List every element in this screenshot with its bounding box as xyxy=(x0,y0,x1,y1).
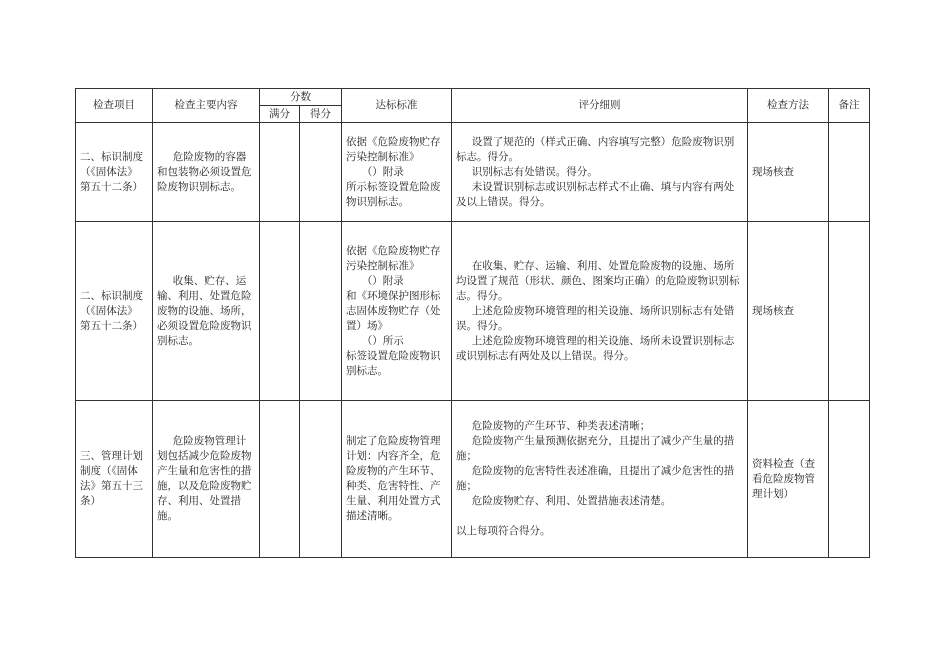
row-get-score xyxy=(300,401,342,558)
row-content: 危险废物的容器和包装物必须设置危险废物识别标志。 xyxy=(153,123,260,222)
standard-line: （）附录 xyxy=(361,165,404,178)
row-content: 收集、贮存、运输、利用、处置危险废物的设施、场所，必须设置危险废物识别标志。 xyxy=(153,222,260,401)
row-full-score xyxy=(260,401,300,558)
detail-line: 危险废物的危害特性表述准确，且提出了减少危害性的措施； xyxy=(456,465,735,492)
standard-line: （）附录 xyxy=(361,274,404,287)
row-standard xyxy=(342,401,452,558)
standard-line: 标签设置危险废物识别标志。 xyxy=(346,349,441,377)
standard-line: （）所示 xyxy=(361,334,404,347)
header-remark: 备注 xyxy=(829,89,870,123)
row-item: 二、标识制度（《固体法》第五十二条） xyxy=(76,123,153,222)
detail-line: 上述危险废物环境管理的相关设施、场所识别标志有处错误。得分。 xyxy=(456,304,735,332)
row-remark xyxy=(829,401,870,558)
detail-line: 未设置识别标志或识别标志样式不止确、填与内容有两处及以上错误。得分。 xyxy=(456,180,735,208)
standard-line: 制定了危险废物管理计划：内容齐全，危险废物的产生环节、种类、危害特性、产生量、利用处置方式描述清晰。 xyxy=(346,435,441,522)
detail-line: 在收集、贮存、运输、利用、处置危险废物的设施、场所均设置了规范（形状、颜色、图案均正确）的危险废物识别标志。得分。 xyxy=(456,259,740,302)
table-row xyxy=(76,123,870,222)
detail-spacer xyxy=(456,509,743,524)
row-get-score xyxy=(300,123,342,222)
row-standard xyxy=(342,123,452,222)
row-item: 三、管理计划制度（《固体法》第五十三条） xyxy=(76,401,153,558)
standard-line: 所示标签设置危险废物识别标志。 xyxy=(346,180,441,208)
row-standard xyxy=(342,222,452,401)
inspection-table xyxy=(75,88,870,558)
header-content: 检查主要内容 xyxy=(153,89,260,123)
row-full-score xyxy=(260,123,300,222)
header-detail: 评分细则 xyxy=(452,89,748,123)
row-remark xyxy=(829,222,870,401)
header-full-score: 满分 xyxy=(260,106,300,123)
detail-line: 识别标志有处错误。得分。 xyxy=(471,165,598,178)
row-method: 现场核查 xyxy=(748,123,829,222)
row-get-score xyxy=(300,222,342,401)
standard-line: 依据《危险废物贮存污染控制标准》 xyxy=(346,244,441,272)
detail-line: 危险废物贮存、利用、处置措施表述清楚。 xyxy=(471,495,672,507)
detail-line: 以上每项符合得分。 xyxy=(456,525,551,537)
standard-line: 依据《危险废物贮存污染控制标准》 xyxy=(346,135,441,163)
detail-line: 设置了规范的（样式正确、内容填写完整）危险废物识别标志。得分。 xyxy=(456,135,735,163)
row-item: 二、标识制度（《固体法》第五十二条） xyxy=(76,222,153,401)
row-detail xyxy=(452,222,748,401)
header-row xyxy=(76,89,870,106)
detail-line: 上述危险废物环境管理的相关设施、场所未设置识别标志或识别标志有两处及以上错误。得分。 xyxy=(456,334,735,362)
header-item: 检查项目 xyxy=(76,89,153,123)
header-score: 分数 xyxy=(260,89,342,106)
header-method: 检查方法 xyxy=(748,89,829,123)
detail-line: 危险废物产生量预测依据充分，且提出了减少产生量的措施； xyxy=(456,435,735,462)
header-get-score: 得分 xyxy=(300,106,342,123)
row-content: 危险废物管理计划包括减少危险废物产生量和危害性的措施，以及危险废物贮存、利用、处置措施。 xyxy=(153,401,260,558)
table-row xyxy=(76,401,870,558)
standard-line: 和《环境保护图形标志固体废物贮存（处置）场》 xyxy=(346,289,441,332)
row-remark xyxy=(829,123,870,222)
table-row xyxy=(76,222,870,401)
header-standard: 达标标准 xyxy=(342,89,452,123)
row-method: 现场核查 xyxy=(748,222,829,401)
row-detail xyxy=(452,401,748,558)
row-method: 资料检查（查看危险废物管理计划） xyxy=(748,401,829,558)
row-detail xyxy=(452,123,748,222)
detail-line: 危险废物的产生环节、种类表述清晰； xyxy=(471,420,651,432)
row-full-score xyxy=(260,222,300,401)
